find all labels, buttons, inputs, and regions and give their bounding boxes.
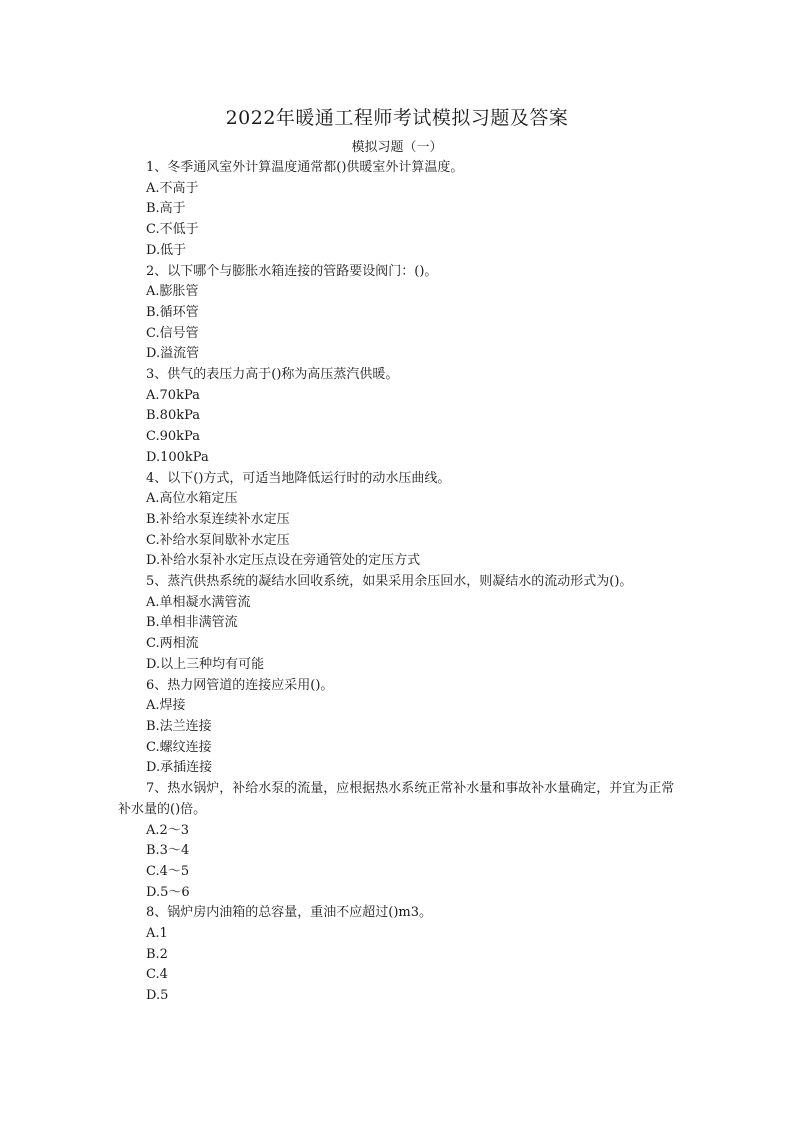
answer-option: B.补给水泵连续补水定压 [146,511,290,527]
answer-option: C.两相流 [146,636,199,652]
answer-option: A.高位水箱定压 [146,491,238,507]
answer-option: A.70kPa [146,387,200,403]
answer-option: D.以上三种均有可能 [146,656,265,672]
answer-option: B.单相非满管流 [146,615,238,631]
question-text: 2、以下哪个与膨胀水箱连接的管路要设阀门：()。 [146,263,438,279]
answer-option: B.法兰连接 [146,718,212,734]
question-text: 8、锅炉房内油箱的总容量，重油不应超过()m3。 [146,905,433,921]
answer-option: B.2 [146,946,168,962]
question-text: 3、供气的表压力高于()称为高压蒸汽供暖。 [146,367,399,383]
answer-option: D.溢流管 [146,346,200,362]
answer-option: A.1 [146,926,168,942]
answer-option: C.信号管 [146,325,199,341]
question-text: 7、热水锅炉，补给水泵的流量，应根据热水系统正常补水量和事故补水量确定，并宜为正常补水量的()倍。 [118,781,675,817]
answer-option: A.2～3 [146,822,190,838]
answer-option: C.补给水泵间歇补水定压 [146,532,290,548]
answer-option: C.90kPa [146,429,200,445]
answer-option: D.5～6 [146,884,190,900]
answer-option: B.3～4 [146,843,190,859]
answer-option: A.膨胀管 [146,284,199,300]
question-text: 6、热力网管道的连接应采用()。 [146,677,334,693]
answer-option: D.5 [146,988,169,1004]
answer-option: D.低于 [146,242,187,258]
answer-option: A.单相凝水满管流 [146,594,251,610]
answer-option: B.高于 [146,201,186,217]
answer-option: C.不低于 [146,222,199,238]
answer-option: C.4 [146,967,168,983]
question-text: 4、以下()方式，可适当地降低运行时的动水压曲线。 [146,470,451,486]
question-text: 5、蒸汽供热系统的凝结水回收系统，如果采用余压回水，则凝结水的流动形式为()。 [146,574,633,590]
question-list [118,158,684,1007]
section-subtitle: 模拟习题（一） [351,140,443,155]
answer-option: C.4～5 [146,863,190,879]
answer-option: C.螺纹连接 [146,739,212,755]
question-text: 1、冬季通风室外计算温度通常都()供暖室外计算温度。 [146,160,464,175]
answer-option: B.循环管 [146,304,199,320]
answer-option: D.补给水泵补水定压点设在旁通管处的定压方式 [146,553,421,569]
answer-option: A.不高于 [146,180,199,196]
page-title: 2022年暖通工程师考试模拟习题及答案 [225,107,569,129]
answer-option: D.承插连接 [146,760,213,776]
answer-option: D.100kPa [146,449,209,465]
answer-option: B.80kPa [146,408,201,424]
answer-option: A.焊接 [146,698,186,714]
